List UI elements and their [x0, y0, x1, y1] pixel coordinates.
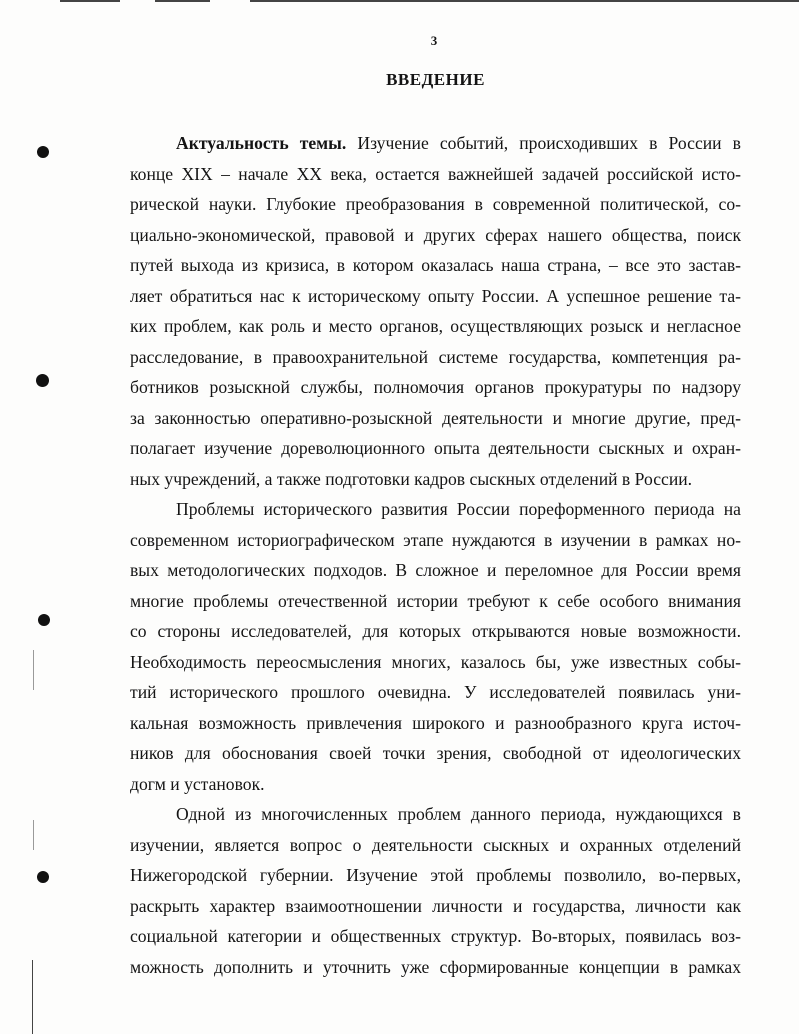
margin-artifact [33, 820, 34, 850]
text-line: догм и установок. [130, 773, 265, 794]
text-line: кальная возможность привлечения широкого и разнообразного круга источ- [130, 712, 741, 733]
punch-hole-mark [38, 614, 50, 626]
text-line: конце XIX – начале XX века, остается важнейшей задачей российской исто- [130, 163, 741, 184]
text-line: вых методологических подходов. В сложное и переломное для России время [130, 560, 741, 580]
punch-hole-mark [37, 871, 49, 883]
text-line: тий исторического прошлого очевидна. У исследователей появилась уни- [130, 682, 741, 702]
text-line: полагает изучение дореволюционного опыта деятельности сыскных и охран- [130, 438, 741, 458]
paragraph-1 [130, 128, 741, 494]
text-line: Актуальность темы. Изучение событий, происходивших в России в [176, 133, 741, 153]
text-line: со стороны исследователей, для которых открываются новые возможности. [130, 621, 741, 641]
text-line: ботников розыскной службы, полномочия органов прокуратуры по надзору [130, 377, 741, 397]
text-line: путей выхода из кризиса, в котором оказалась наша страна, – все это застав- [130, 255, 741, 275]
text-line: современном историографическом этапе нуждаются в изучении в рамках но- [130, 529, 741, 550]
text-line: раскрыть характер взаимоотношении личности и государства, личности как [130, 895, 741, 916]
text-line: можность дополнить и уточнить уже сформированные концепции в рамках [130, 956, 741, 977]
text-line: за законностью оперативно-розыскной деятельности и многие другие, пред- [130, 407, 741, 428]
text-line: Необходимость переосмысления многих, казалось бы, уже известных собы- [130, 651, 741, 672]
text-line: социальной категории и общественных структур. Во-вторых, появилась воз- [130, 926, 741, 946]
paragraph-3 [130, 799, 741, 982]
section-title: ВВЕДЕНИЕ [386, 70, 485, 89]
text-line: расследование, в правоохранительной системе государства, компетенция ра- [130, 346, 741, 367]
text-line: Проблемы исторического развития России пореформенного периода на [176, 499, 741, 519]
punch-hole-mark [36, 374, 49, 387]
text-line: многие проблемы отечественной истории требуют к себе особого внимания [130, 590, 741, 611]
text-line: ких проблем, как роль и место органов, осуществляющих розыск и негласное [130, 316, 741, 336]
margin-artifact [33, 650, 34, 690]
text-line: рической науки. Глубокие преобразования в современной политической, со- [130, 194, 741, 214]
paragraph-2 [130, 494, 741, 799]
punch-hole-mark [37, 146, 49, 158]
text-line: Нижегородской губернии. Изучение этой проблемы позволило, во-первых, [130, 865, 741, 885]
text-line: изучении, является вопрос о деятельности сыскных и охранных отделений [130, 834, 741, 855]
lead-phrase: Актуальность темы. [176, 133, 347, 153]
text-line: ляет обратиться нас к историческому опыту России. А успешное решение та- [130, 285, 741, 306]
text-line: ных учреждений, а также подготовки кадров сыскных отделений в России. [130, 468, 693, 489]
scan-edge-line [0, 0, 799, 2]
text-line: циально-экономической, правовой и других сферах нашего общества, поиск [130, 224, 741, 245]
page-number: 3 [430, 33, 438, 48]
text-line: ников для обоснования своей точки зрения, свободной от идеологических [130, 743, 741, 763]
margin-artifact [32, 960, 33, 1034]
text-line: Одной из многочисленных проблем данного периода, нуждающихся в [176, 804, 741, 824]
body-text [130, 128, 741, 982]
